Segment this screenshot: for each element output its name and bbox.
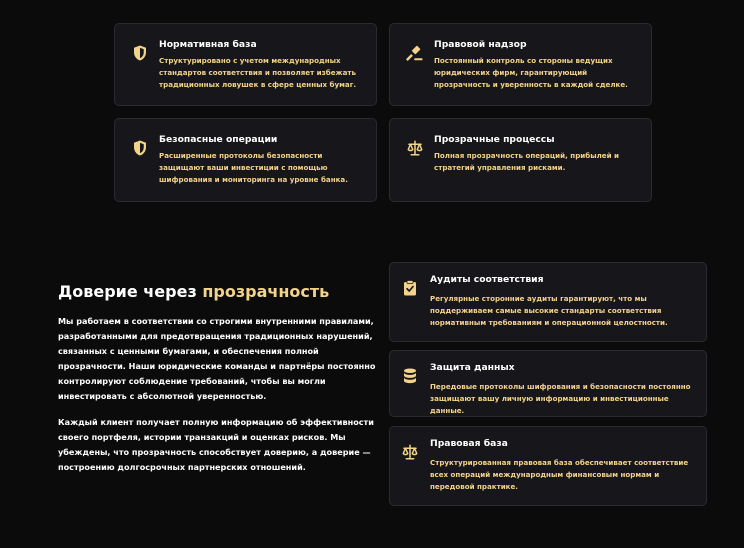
scales-icon [406,139,424,157]
clipboard-check-icon [401,279,419,297]
card-title: Нормативная база [159,39,257,50]
card-title: Аудиты соответствия [430,274,544,285]
gavel-icon [406,44,424,62]
feature-card-transparent-processes [389,118,652,202]
shield-icon [131,44,149,62]
section-title-main: Доверие через [58,282,203,301]
card-description: Постоянный контроль со стороны ведущих юридических фирм, гарантирующий прозрачность и уверенность в каждой сделке. [434,56,628,89]
card-title: Прозрачные процессы [434,134,555,145]
card-description: Расширенные протоколы безопасности защищают ваши инвестиции с помощью шифрования и мониторинга на уровне банка. [159,151,348,184]
card-title: Правовая база [430,438,508,449]
card-description: Передовые протоколы шифрования и безопасности постоянно защищают вашу личную информацию и инвестиционные данные. [430,382,691,415]
feature-card-legal-oversight [389,23,652,106]
card-description: Структурированная правовая база обеспечивает соответствие всех операций международным финансовым нормам и передовой практике. [430,458,689,491]
feature-card-data-protection [389,350,707,417]
card-title: Правовой надзор [434,39,527,50]
feature-card-secure-operations [114,118,377,202]
card-title: Безопасные операции [159,134,278,145]
card-description: Полная прозрачность операций, прибылей и стратегий управления рисками. [434,151,620,172]
shield-icon [131,139,149,157]
section-title [58,281,329,303]
feature-card-regulatory-base [114,23,377,106]
section-title-accent: прозрачность [202,282,330,301]
card-title: Защита данных [430,362,515,373]
card-description: Структурировано с учетом международных стандартов соответствия и позволяет избежать традиционных ловушек в сфере ценных бумаг. [159,56,357,89]
feature-card-compliance-audits [389,262,707,342]
scales-icon [401,443,419,461]
card-description: Регулярные сторонние аудиты гарантируют, что мы поддерживаем самые высокие стандарты соответствия нормативным требованиям и операционной целостности. [430,294,668,327]
trust-paragraph-1: Мы работаем в соответствии со строгими внутренними правилами, разработанными для предотвращения традиционных нарушений, связанных с ценными бумагами, и обеспечения полной прозрачности. Наши юридические команды и партнёры постоянно контролируют соблюдение требований, чтобы вы могли инвестировать с абсолютной уверенностью. [58,316,376,401]
feature-card-legal-base [389,426,707,506]
trust-paragraph-2: Каждый клиент получает полную информацию об эффективности своего портфеля, истории транзакций и оценках рисков. Мы убеждены, что прозрачность способствует доверию, а доверие — построению долгосрочных партнерских отношений. [58,417,374,472]
database-icon [401,367,419,385]
